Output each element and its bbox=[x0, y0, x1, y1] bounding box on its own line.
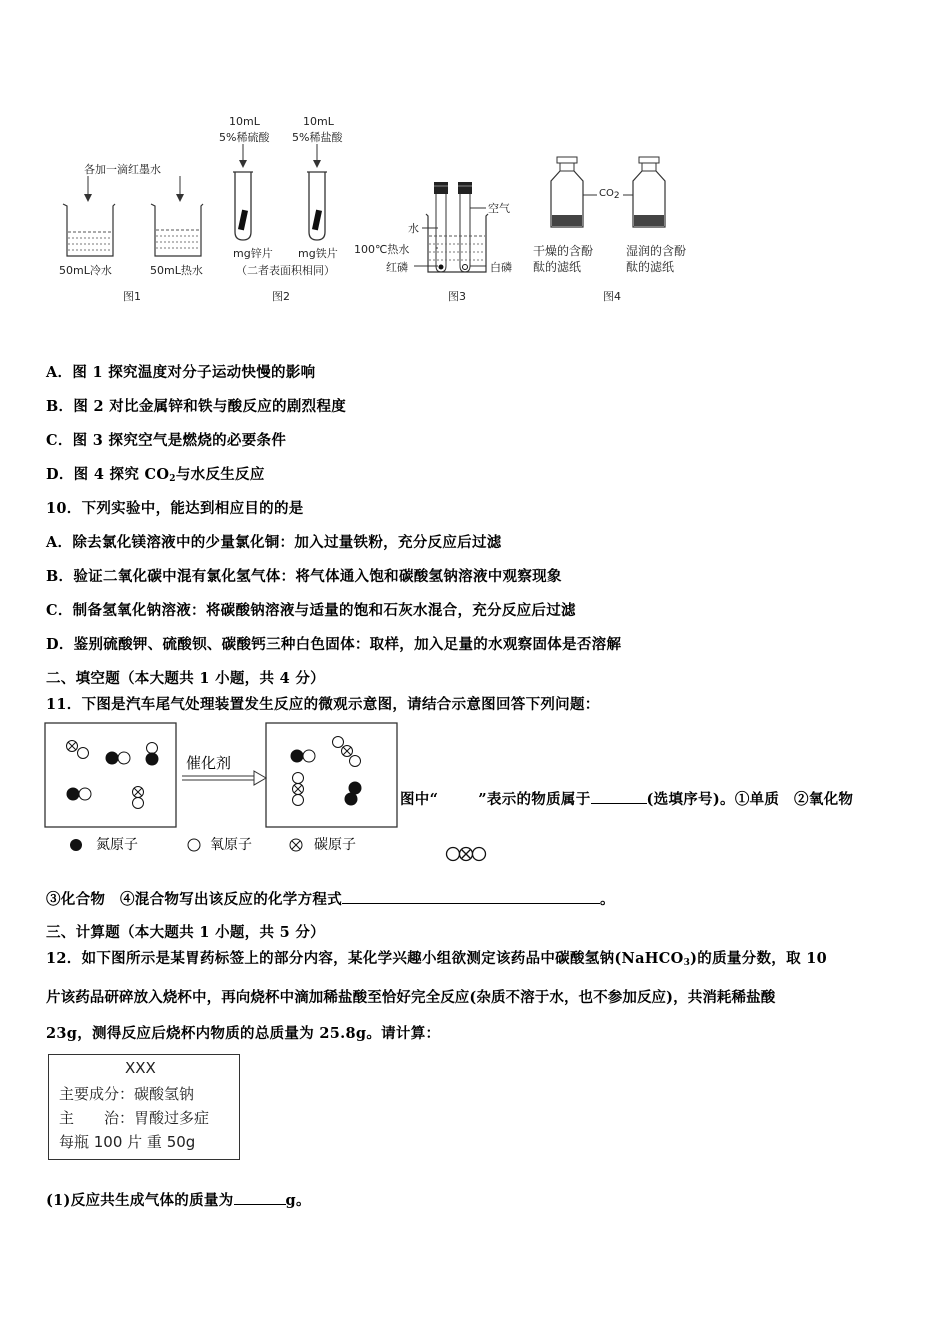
q10-option-b: B．验证二氧化碳中混有氯化氢气体：将气体通入饱和碳酸氢钠溶液中观察现象 bbox=[46, 568, 562, 585]
q11-reaction-diagram bbox=[44, 722, 404, 830]
q11-equation-line: ③化合物 ④混合物写出该反应的化学方程式 。 bbox=[46, 891, 615, 908]
fig2-note: （二者表面积相同） bbox=[236, 264, 335, 277]
q12-line-2: 片该药品研碎放入烧杯中，再向烧杯中滴加稀盐酸至恰好完全反应(杂质不溶于水，也不参加反应)，共消耗稀盐酸 bbox=[46, 989, 776, 1006]
medicine-label-title: XXX bbox=[125, 1059, 156, 1077]
fig2-caption: 图2 bbox=[272, 290, 290, 303]
co2-molecule-icon bbox=[442, 844, 492, 864]
q11-legend-carbon: 碳原子 bbox=[314, 837, 356, 853]
q9-option-a: A．图 1 探究温度对分子运动快慢的影响 bbox=[46, 364, 316, 381]
fig1-beakers bbox=[55, 176, 225, 266]
fig3-water-label: 水 bbox=[408, 222, 419, 235]
q11-legend-oxygen: 氧原子 bbox=[210, 837, 252, 853]
fig2-metal1: mg锌片 bbox=[233, 247, 273, 260]
fig4-dry-paper-line2: 酞的滤纸 bbox=[533, 260, 582, 274]
q11-catalyst-label: 催化剂 bbox=[186, 754, 232, 772]
fig1-caption: 图1 bbox=[123, 290, 141, 303]
q11-answer-blank-1[interactable] bbox=[591, 789, 647, 804]
q11-question: 图中“ ”表示的物质属于 (选填序号)。①单质 ②氧化物 bbox=[400, 791, 854, 808]
q11-legend-nitrogen-icon bbox=[66, 835, 86, 855]
q11-stem: 11．下图是汽车尾气处理装置发生反应的微观示意图，请结合示意图回答下列问题： bbox=[46, 696, 600, 713]
q12-sub-question-1: (1)反应共生成气体的质量为 g。 bbox=[46, 1192, 311, 1209]
fig1-beaker-right-label: 50mL热水 bbox=[150, 264, 203, 277]
fig3-air-label: 空气 bbox=[488, 202, 510, 215]
q9-option-b: B．图 2 对比金属锌和铁与酸反应的剧烈程度 bbox=[46, 398, 347, 415]
fig2-acid2-volume: 10mL bbox=[303, 115, 334, 128]
q11-legend-oxygen-icon bbox=[184, 835, 204, 855]
fig2-acid2-name: 5%稀盐酸 bbox=[292, 131, 343, 144]
q10-stem: 10．下列实验中，能达到相应目的的是 bbox=[46, 500, 304, 517]
medicine-label bbox=[48, 1054, 240, 1160]
fig2-metal2: mg铁片 bbox=[298, 247, 338, 260]
medicine-label-spec: 每瓶 100 片 重 50g bbox=[59, 1133, 196, 1151]
fig2-test-tubes bbox=[225, 144, 345, 244]
fig4-dry-paper-line1: 干燥的含酚 bbox=[533, 244, 594, 258]
q10-option-a: A．除去氯化镁溶液中的少量氯化铜：加入过量铁粉，充分反应后过滤 bbox=[46, 534, 502, 551]
section-2-heading: 二、填空题（本大题共 1 小题，共 4 分） bbox=[46, 670, 325, 687]
q11-legend-nitrogen: 氮原子 bbox=[96, 837, 138, 853]
q11-answer-blank-2[interactable] bbox=[342, 889, 600, 904]
fig1-beaker-left-label: 50mL冷水 bbox=[59, 264, 112, 277]
q10-option-d: D．鉴别硫酸钾、硫酸钡、碳酸钙三种白色固体：取样，加入足量的水观察固体是否溶解 bbox=[46, 636, 622, 653]
q9-option-d: D．图 4 探究 $CO_2$与水反生反应 bbox=[46, 466, 265, 484]
q12-answer-blank[interactable] bbox=[234, 1190, 286, 1205]
q9-option-c: C．图 3 探究空气是燃烧的必要条件 bbox=[46, 432, 287, 449]
q11-legend-carbon-icon bbox=[286, 835, 306, 855]
fig3-red-p-label: 红磷 bbox=[386, 261, 408, 274]
fig4-caption: 图4 bbox=[603, 290, 621, 303]
fig3-hot-water-label: 100℃热水 bbox=[354, 243, 410, 256]
q12-line-1: 12．如下图所示是某胃药标签上的部分内容，某化学兴趣小组欲测定该药品中碳酸氢钠(NaHCO$_3$)的质量分数，取 10 bbox=[46, 950, 828, 968]
fig1-top-label: 各加一滴红墨水 bbox=[84, 163, 161, 176]
section-3-heading: 三、计算题（本大题共 1 小题，共 5 分） bbox=[46, 924, 325, 941]
fig3-leader-lines bbox=[386, 196, 536, 276]
medicine-label-use: 主 治：胃酸过多症 bbox=[59, 1109, 210, 1127]
q12-line-3: 23g，测得反应后烧杯内物质的总质量为 25.8g。请计算： bbox=[46, 1025, 441, 1042]
medicine-label-ingredient: 主要成分：碳酸氢钠 bbox=[59, 1085, 195, 1103]
fig2-acid1-name: 5%稀硫酸 bbox=[219, 131, 270, 144]
fig2-acid1-volume: 10mL bbox=[229, 115, 260, 128]
fig4-gas-label: CO2 bbox=[599, 188, 620, 201]
fig4-wet-paper-line1: 湿润的含酚 bbox=[626, 244, 687, 258]
fig4-wet-paper-line2: 酞的滤纸 bbox=[626, 260, 675, 274]
fig3-white-p-label: 白磷 bbox=[490, 261, 512, 274]
q10-option-c: C．制备氢氧化钠溶液：将碳酸钠溶液与适量的饱和石灰水混合，充分反应后过滤 bbox=[46, 602, 576, 619]
fig3-caption: 图3 bbox=[448, 290, 466, 303]
